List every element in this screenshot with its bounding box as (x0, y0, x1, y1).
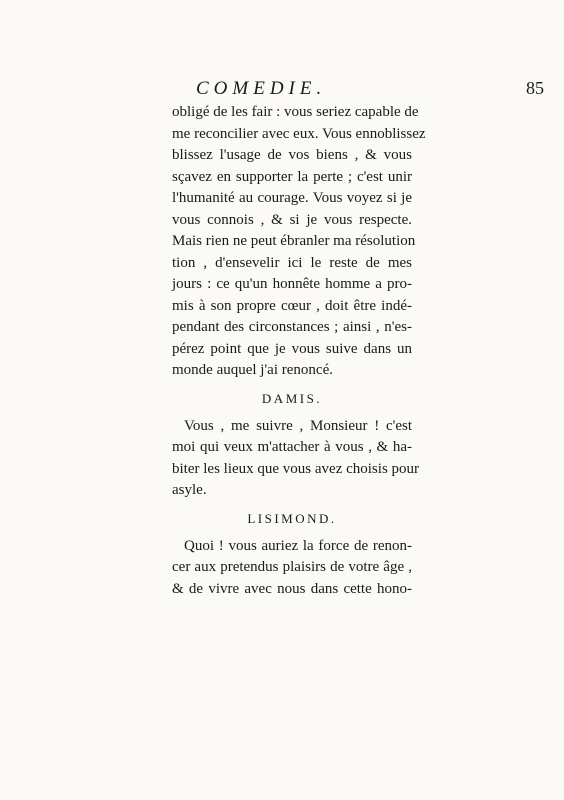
text-line: asyle. (172, 482, 207, 498)
speech-lisimond-1 (172, 102, 426, 382)
text-line: mis à son propre cœur , doit être indé- (172, 297, 412, 314)
text-line: l'humanité au courage. Vous voyez si je (172, 190, 412, 206)
text-line: obligé de les fair : vous seriez capable de (172, 104, 419, 120)
text-line: pérez point que je vous suive dans un (172, 340, 412, 357)
speech-damis (172, 416, 420, 502)
text-line: moi qui veux m'attacher à vous , & ha- (172, 439, 412, 455)
text-line: Vous , me suivre , Monsieur ! c'est (184, 417, 412, 434)
play-text (172, 102, 426, 600)
speaker-name-lisimond: LISIMOND. (247, 510, 337, 526)
speech-lisimond-2 (172, 536, 412, 601)
text-line: blissez l'usage de vos biens , & vous (172, 147, 412, 163)
text-line: & de vivre avec nous dans cette hono- (172, 580, 412, 597)
text-line: Quoi ! vous auriez la force de renon- (184, 537, 412, 554)
text-line: jours : ce qu'un honnête homme a pro- (172, 276, 412, 292)
text-line: sçavez en supporter la perte ; c'est unir (172, 168, 412, 185)
text-line: Mais rien ne peut ébranler ma résolution (172, 233, 416, 249)
text-line: cer aux pretendus plaisirs de votre âge , (172, 559, 412, 575)
running-title: COMEDIE. (196, 78, 327, 99)
text-line: me reconcilier avec eux. Vous ennoblissez (172, 125, 426, 142)
text-line: vous connois , & si je vous respecte. (172, 211, 412, 228)
page-number: 85 (526, 78, 544, 98)
page-header (196, 78, 564, 104)
text-line: tion , d'ensevelir ici le reste de mes (172, 254, 412, 271)
text-line: monde auquel j'ai renoncé. (172, 362, 333, 378)
text-line: pendant des circonstances ; ainsi , n'es- (172, 319, 412, 335)
text-line: biter les lieux que vous avez choisis pour (172, 460, 420, 477)
speaker-name-damis: DAMIS. (261, 390, 323, 406)
